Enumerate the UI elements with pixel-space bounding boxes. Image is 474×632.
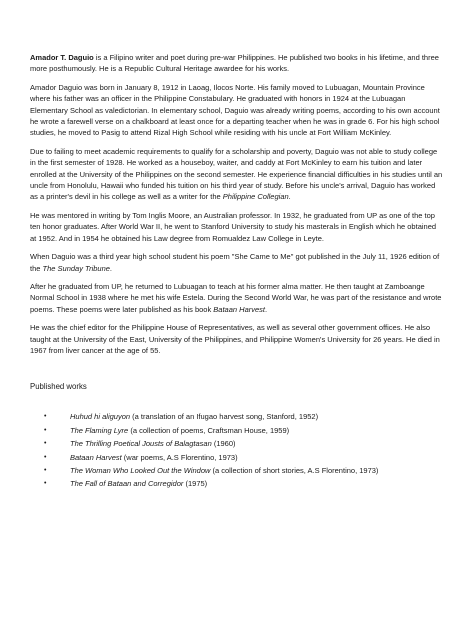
text-run: He was mentored in writing by Tom Inglis Moore, an Australian professor. In 1932, he graduated from UP as one of the top ten honor graduates. After World War II, he went to Stanford University to study his masterals in English which he obtained at 1952. And in 1954 he obtained his Law degree from Romualdez Law College in Leyte. (30, 210, 437, 243)
para-mentorship (30, 210, 444, 244)
work-title: The Woman Who Looked Out the Window (70, 465, 211, 475)
work-details: (1975) (183, 479, 208, 489)
work-details: (a collection of poems, Craftsman House, 1959) (128, 425, 290, 435)
text-run: is a Filipino writer and poet during pre-war Philippines. He published two books in his lifetime, and three more posthumously. He is a Republic Cultural Heritage awardee for his works. (30, 53, 439, 74)
italic-title: Bataan Harvest (213, 304, 265, 314)
text-run: He was the chief editor for the Philippine House of Representatives, as well as several other government offices. He also taught at the University of the East, University of the Philippines, and Philippine Women's University for 26 years. He died in 1967 from liver cancer at the age of 55. (30, 323, 440, 355)
work-details: (a collection of short stories, A.S Florentino, 1973) (210, 465, 379, 475)
bullet-icon: • (44, 453, 47, 461)
published-work-item (44, 477, 444, 490)
italic-title: The Sunday Tribune (42, 263, 110, 273)
bullet-icon: • (44, 480, 47, 488)
work-title: The Flaming Lyre (70, 425, 129, 435)
text-run: Amador Daguio was born in January 8, 1912 in Laoag, Ilocos Norte. His family moved to Lubuagan, Mountain Province where his father was an officer in the Philippine Constabulary. He graduated with honors in 1924 at the Lubuagan Elementary School as valedictorian. In elementary school, Daguio was already writing poems, according to his own account he wrote a farewell verse on a chalkboard at least once for a departing teacher when he was in grade 6. For his high school studies, he moved to Pasig to attend Rizal High School while residing with his uncle at Fort William McKinley. (30, 82, 440, 138)
text-run: After he graduated from UP, he returned to Lubuagan to teach at his former alma matter. He then taught at Zamboange Normal School in 1938 where he met his wife Estela. During the Second World War, he was part of the resistance and wrote poems. These poems were later published as his book (30, 281, 442, 314)
section-spacer (30, 363, 444, 381)
published-work-item (44, 410, 444, 423)
para-early-life (30, 82, 444, 139)
para-intro (30, 52, 444, 75)
text-run: . (265, 304, 268, 314)
para-first-poem (30, 251, 444, 274)
text-run: Due to failing to meet academic requirements to qualify for a scholarship and poverty, Daguio was not able to study college in the first semester of 1928. He worked as a houseboy, waiter, and caddy at Fort McKinley to earn his tuition and later enrolled at the University of the Philippines on the second semester. He experience financial difficulties in his studies until an uncle from Honolulu, Hawaii who funded his tuition on his third year of study. Before his uncle's arrival, Daguio has worked as a printer's devil in his college as well as a writer for the (30, 146, 443, 202)
work-details: (war poems, A.S Florentino, 1973) (121, 452, 238, 462)
work-title: The Thrilling Poetical Jousts of Balagtasan (70, 439, 212, 449)
italic-title: Philippine Collegian (222, 192, 289, 202)
work-details: (a translation of an Ifugao harvest song, Stanford, 1952) (130, 412, 319, 422)
work-details: (1960) (211, 439, 236, 449)
published-work-item (44, 464, 444, 477)
published-works-list (30, 410, 444, 490)
para-teaching (30, 281, 444, 315)
text-run: . (109, 263, 113, 273)
work-title: Bataan Harvest (70, 452, 122, 462)
para-college (30, 146, 444, 203)
body-text (30, 52, 444, 356)
bold-name: Amador T. Daguio (30, 53, 94, 62)
published-work-item (44, 424, 444, 437)
work-title: Huhud hi aliguyon (70, 412, 131, 422)
bullet-icon: • (44, 440, 47, 448)
work-title: The Fall of Bataan and Corregidor (70, 479, 184, 489)
bullet-icon: • (44, 466, 47, 474)
text-run: . (288, 192, 291, 202)
para-career (30, 322, 444, 356)
published-work-item (44, 437, 444, 450)
published-work-item (44, 451, 444, 464)
published-works-heading: Published works (30, 382, 87, 392)
text-run: When Daguio was a third year high school student his poem "She Came to Me" got published in the July 11, 1926 edition of the (30, 252, 440, 273)
bullet-icon: • (44, 426, 47, 434)
bullet-icon: • (44, 413, 47, 421)
